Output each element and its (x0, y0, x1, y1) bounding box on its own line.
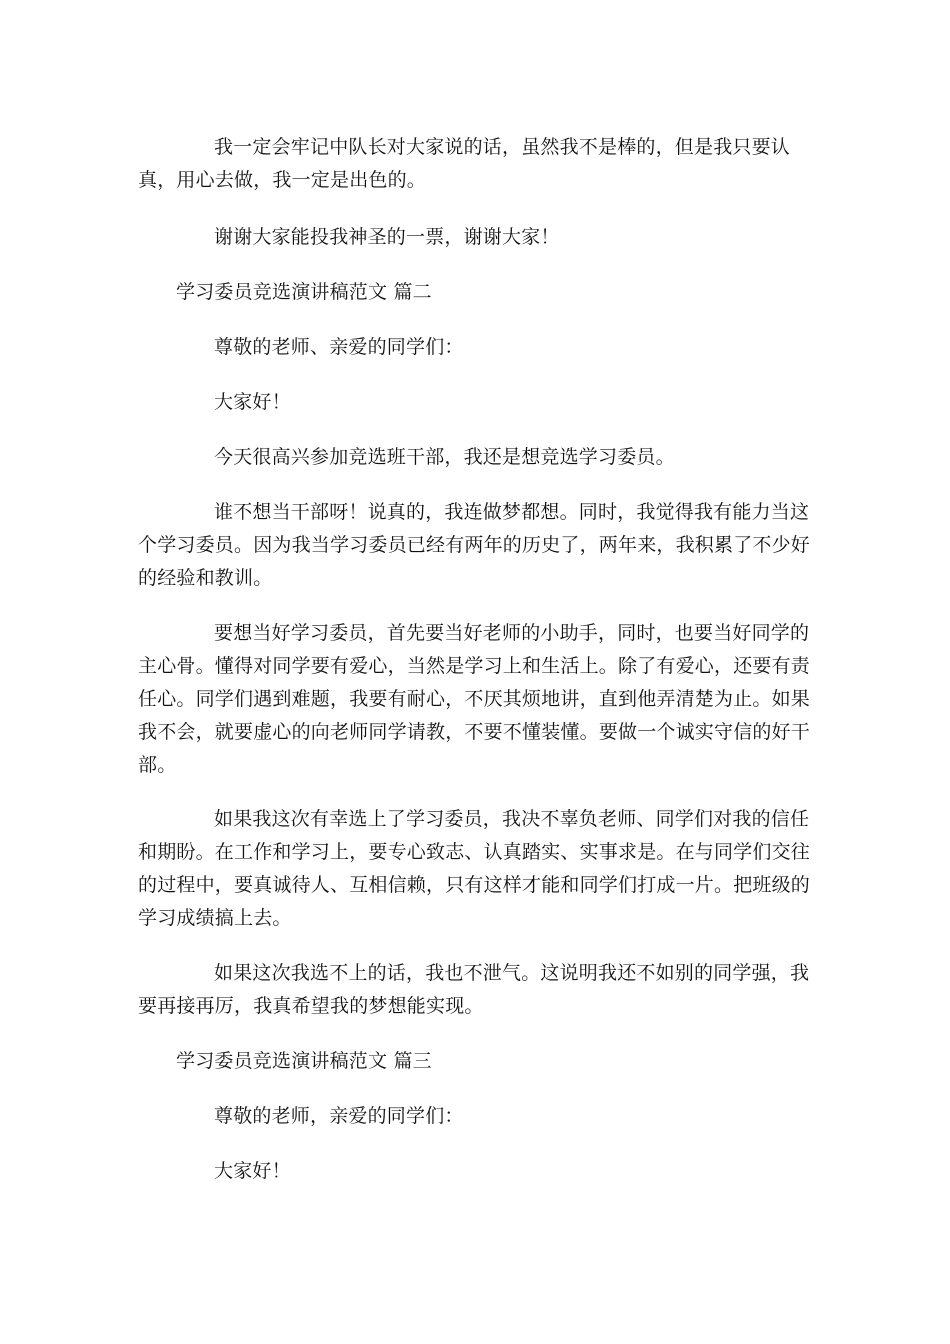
paragraph-if-not-elected: 如果这次我选不上的话，我也不泄气。这说明我还不如别的同学强，我要再接再厉，我真希望我的梦想能实现。 (138, 962, 810, 1017)
paragraph-salutation-two: 尊敬的老师，亲爱的同学们： (214, 1105, 464, 1127)
paragraph-greeting-two: 大家好！ (214, 1160, 291, 1182)
paragraph-intro: 今天很高兴参加竞选班干部，我还是想竞选学习委员。 (214, 446, 675, 468)
paragraph-closing-promise: 我一定会牢记中队长对大家说的话，虽然我不是棒的，但是我只要认真，用心去做，我一定是出色的。 (138, 136, 791, 191)
paragraph-commitment: 如果我这次有幸选上了学习委员，我决不辜负老师、同学们对我的信任和期盼。在工作和学习上，要专心致志、认真踏实、实事求是。在与同学们交往的过程中，要真诚待人、互相信赖，只有这样才能和同学们打成一片。把班级的学习成绩搞上去。 (138, 808, 811, 929)
paragraph-duties: 要想当好学习委员，首先要当好老师的小助手，同时，也要当好同学的主心骨。懂得对同学要有爱心，当然是学习上和生活上。除了有爱心，还要有责任心。同学们遇到难题，我要有耐心，不厌其烦地讲，直到他弄清楚为止。如果我不会，就要虚心的向老师同学请教，不要不懂装懂。要做一个诚实守信的好干部。 (138, 622, 811, 776)
paragraph-salutation: 尊敬的老师、亲爱的同学们： (214, 336, 464, 358)
section-heading-part-two: 学习委员竞选演讲稿范文 篇二 (176, 281, 432, 303)
paragraph-experience: 谁不想当干部呀！说真的，我连做梦都想。同时，我觉得我有能力当这个学习委员。因为我当学习委员已经有两年的历史了，两年来，我积累了不少好的经验和教训。 (138, 501, 811, 589)
paragraph-greeting: 大家好！ (214, 391, 291, 413)
section-heading-part-three: 学习委员竞选演讲稿范文 篇三 (176, 1050, 432, 1072)
paragraph-thanks: 谢谢大家能投我神圣的一票，谢谢大家！ (214, 226, 560, 248)
